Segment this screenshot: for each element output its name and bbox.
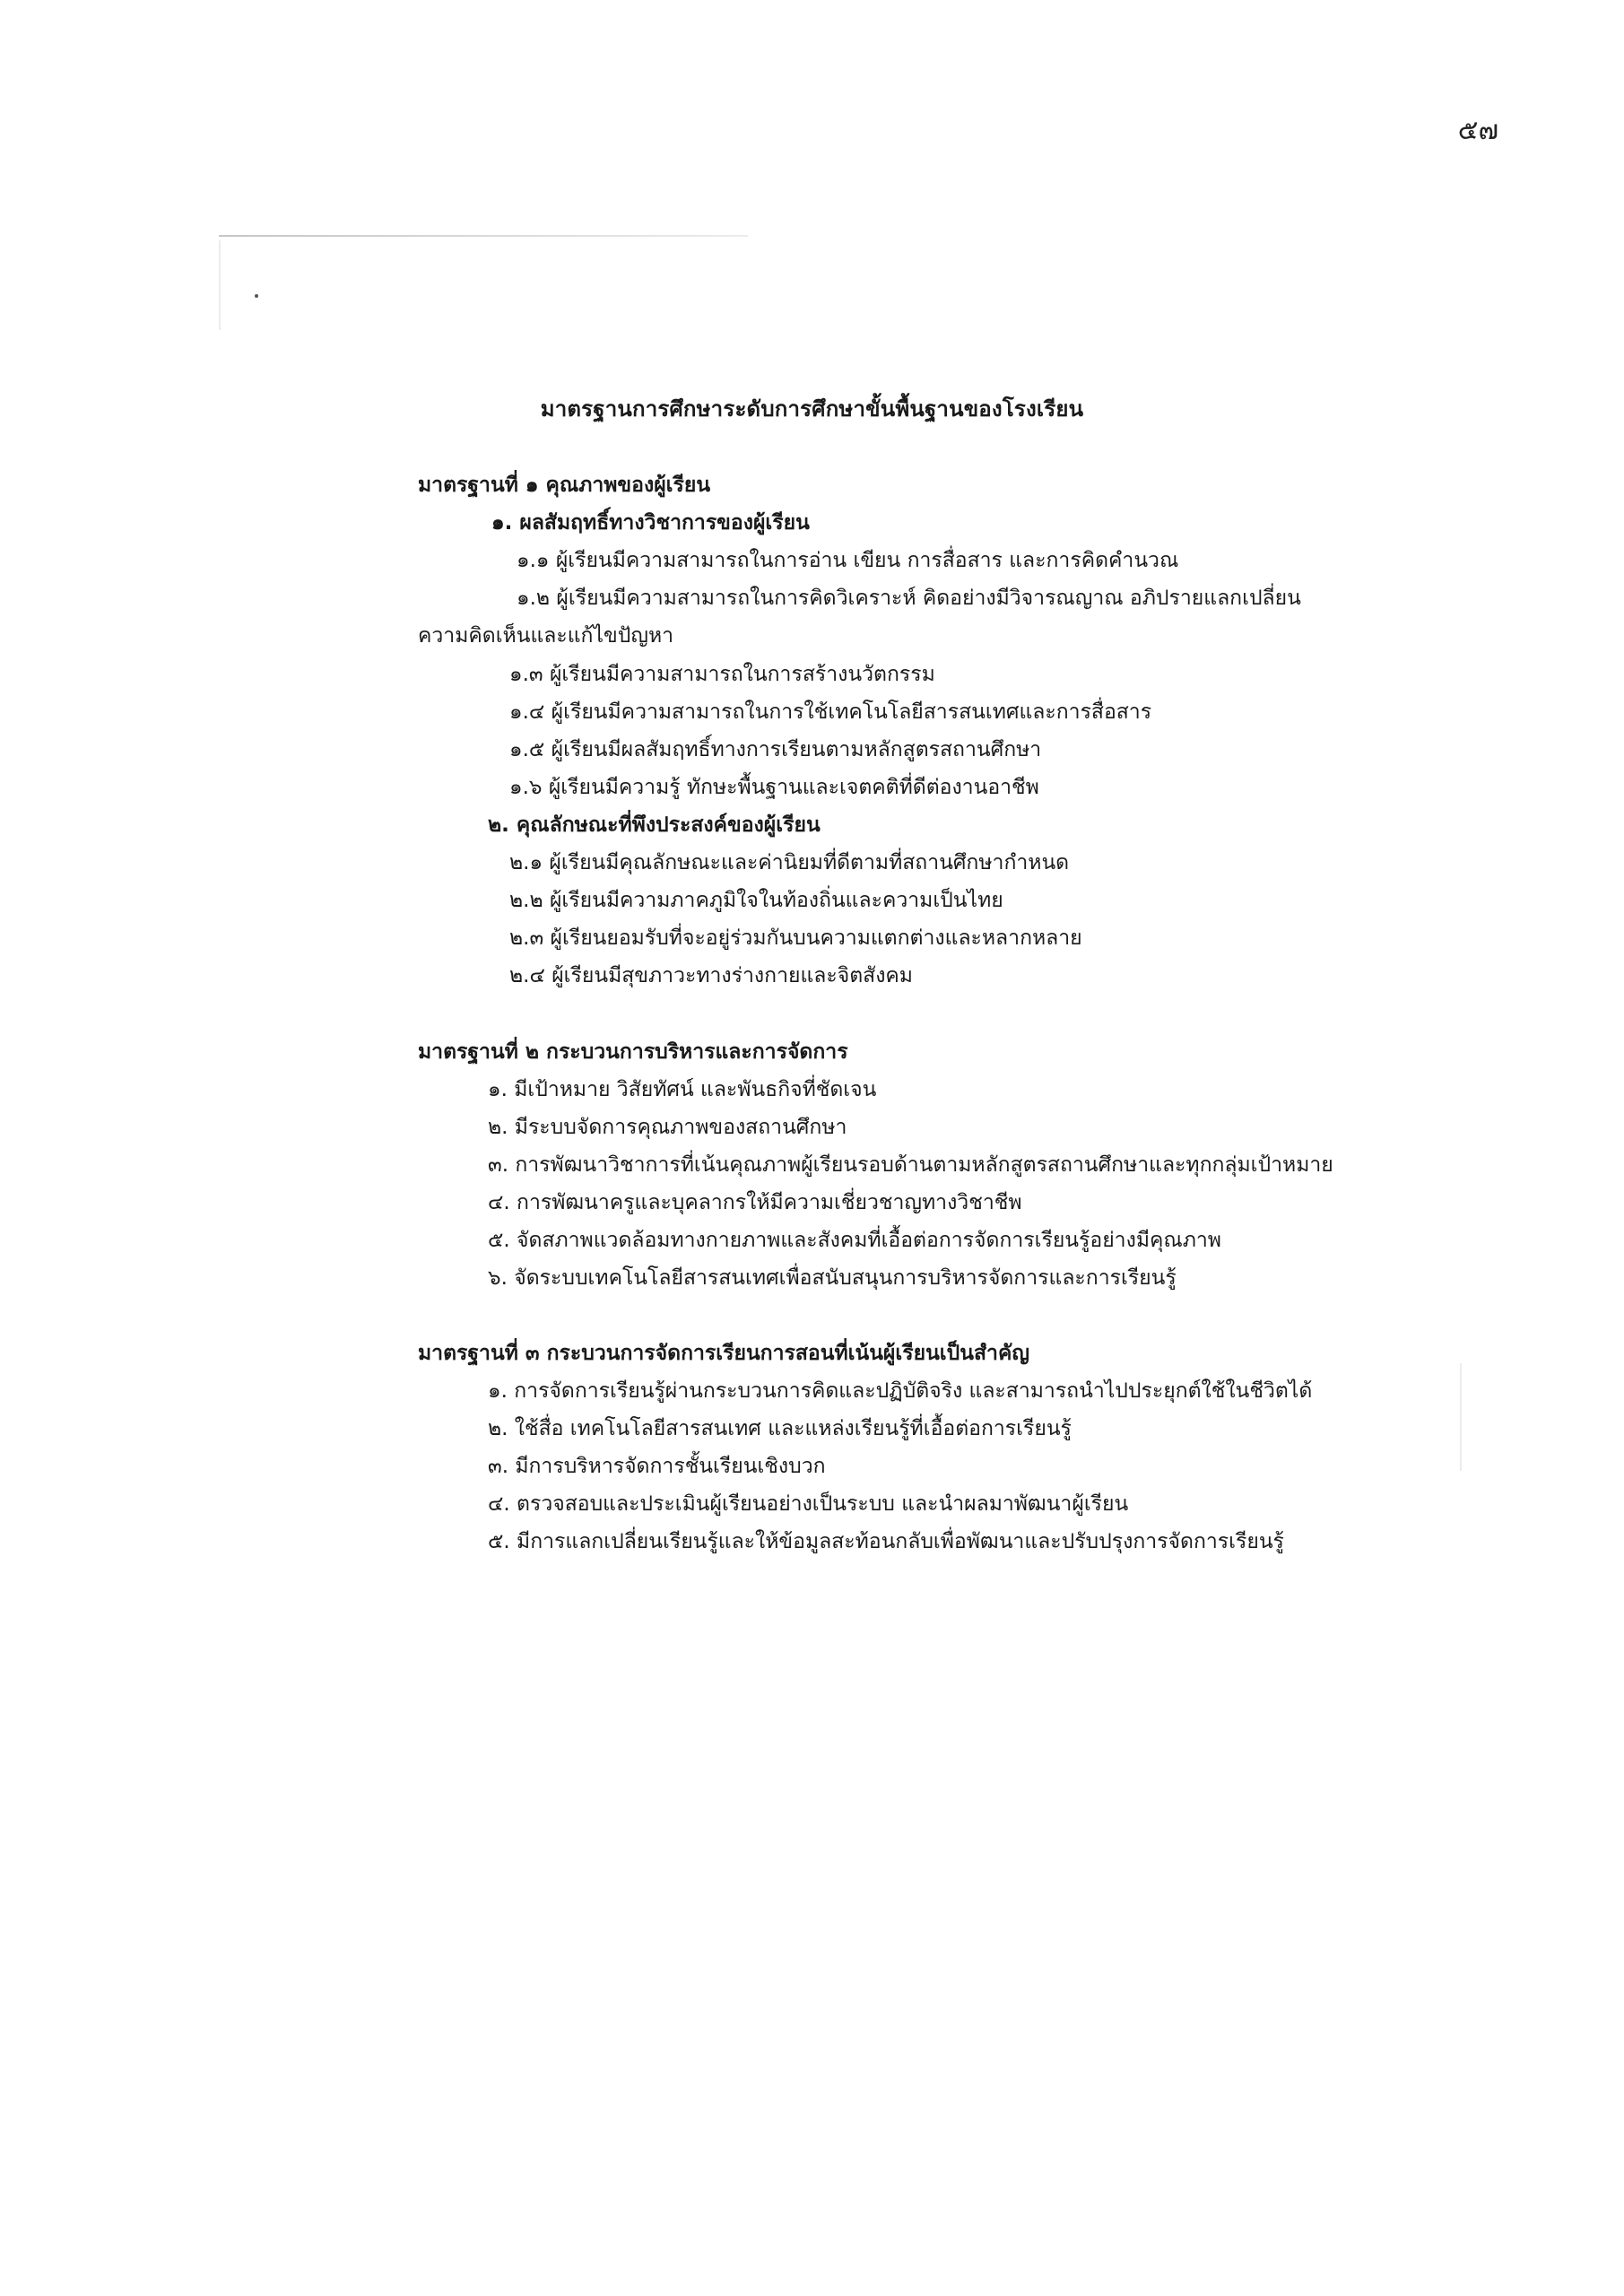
standard-3-item-2: ๒. ใช้สื่อ เทคโนโลยีสารสนเทศ และแหล่งเรียนรู้ที่เอื้อต่อการเรียนรู้ [488, 1417, 1072, 1440]
standard-3-item-5: ๕. มีการแลกเปลี่ยนเรียนรู้และให้ข้อมูลสะท้อนกลับเพื่อพัฒนาและปรับปรุงการจัดการเรียนรู้ [488, 1530, 1284, 1553]
standard-2-item-4: ๔. การพัฒนาครูและบุคลากรให้มีความเชี่ยวชาญทางวิชาชีพ [488, 1191, 1022, 1214]
standard-2-item-5: ๕. จัดสภาพแวดล้อมทางกายภาพและสังคมที่เอื้อต่อการจัดการเรียนรู้อย่างมีคุณภาพ [488, 1229, 1221, 1252]
standard-1-item-1-2-continued: ความคิดเห็นและแก้ไขปัญหา [418, 624, 674, 648]
standard-2-item-1: ๑. มีเป้าหมาย วิสัยทัศน์ และพันธกิจที่ชัดเจน [488, 1078, 877, 1101]
standard-2-item-6: ๖. จัดระบบเทคโนโลยีสารสนเทศเพื่อสนับสนุนการบริหารจัดการและการเรียนรู้ [488, 1266, 1177, 1290]
standard-3-item-1: ๑. การจัดการเรียนรู้ผ่านกระบวนการคิดและปฏิบัติจริง และสามารถนำไปประยุกต์ใช้ในชีวิตได้ [488, 1379, 1313, 1403]
standard-1-heading: มาตรฐานที่ ๑ คุณภาพของผู้เรียน [418, 474, 711, 497]
standard-1-item-1-4: ๑.๔ ผู้เรียนมีความสามารถในการใช้เทคโนโลยีสารสนเทศและการสื่อสาร [509, 700, 1152, 724]
standard-1-item-2-2: ๒.๒ ผู้เรียนมีความภาคภูมิใจในท้องถิ่นและความเป็นไทย [509, 889, 1003, 912]
page-number: ๕๗ [1457, 115, 1498, 146]
standard-1-item-1-5: ๑.๕ ผู้เรียนมีผลสัมฤทธิ์ทางการเรียนตามหลักสูตรสถานศึกษา [509, 738, 1042, 761]
standard-1-section-1-heading: ๑. ผลสัมฤทธิ์ทางวิชาการของผู้เรียน [491, 511, 810, 535]
scan-edge-shadow [219, 240, 221, 330]
standard-1-item-2-4: ๒.๔ ผู้เรียนมีสุขภาวะทางร่างกายและจิตสังคม [509, 964, 913, 987]
standard-1-item-2-1: ๒.๑ ผู้เรียนมีคุณลักษณะและค่านิยมที่ดีตามที่สถานศึกษากำหนด [509, 851, 1070, 874]
standard-2-heading: มาตรฐานที่ ๒ กระบวนการบริหารและการจัดการ [418, 1040, 848, 1064]
standard-3-heading: มาตรฐานที่ ๓ กระบวนการจัดการเรียนการสอนที่เน้นผู้เรียนเป็นสำคัญ [418, 1342, 1029, 1365]
standard-1-item-1-6: ๑.๖ ผู้เรียนมีความรู้ ทักษะพื้นฐานและเจตคติที่ดีต่องานอาชีพ [509, 776, 1039, 799]
scan-edge-line [219, 235, 748, 237]
standard-3-item-3: ๓. มีการบริหารจัดการชั้นเรียนเชิงบวก [488, 1455, 826, 1478]
scan-speck [255, 294, 258, 298]
standard-1-item-1-2: ๑.๒ ผู้เรียนมีความสามารถในการคิดวิเคราะห์ คิดอย่างมีวิจารณญาณ อภิปรายแลกเปลี่ยน [517, 587, 1301, 610]
standard-2-item-2: ๒. มีระบบจัดการคุณภาพของสถานศึกษา [488, 1116, 847, 1139]
standard-2-item-3: ๓. การพัฒนาวิชาการที่เน้นคุณภาพผู้เรียนรอบด้านตามหลักสูตรสถานศึกษาและทุกกลุ่มเป้าหมาย [488, 1153, 1333, 1177]
standard-1-section-2-heading: ๒. คุณลักษณะที่พึงประสงค์ของผู้เรียน [488, 813, 821, 837]
standard-1-item-1-3: ๑.๓ ผู้เรียนมีความสามารถในการสร้างนวัตกรรม [509, 663, 935, 686]
standard-1-item-2-3: ๒.๓ ผู้เรียนยอมรับที่จะอยู่ร่วมกันบนความแตกต่างและหลากหลาย [509, 926, 1082, 950]
standard-1-item-1-1: ๑.๑ ผู้เรียนมีความสามารถในการอ่าน เขียน การสื่อสาร และการคิดคำนวณ [517, 549, 1179, 572]
document-title: มาตรฐานการศึกษาระดับการศึกษาขั้นพื้นฐานของโรงเรียน [540, 396, 1084, 422]
scan-edge-shadow-right [1460, 1363, 1462, 1471]
standard-3-item-4: ๔. ตรวจสอบและประเมินผู้เรียนอย่างเป็นระบบ และนำผลมาพัฒนาผู้เรียน [488, 1492, 1129, 1516]
